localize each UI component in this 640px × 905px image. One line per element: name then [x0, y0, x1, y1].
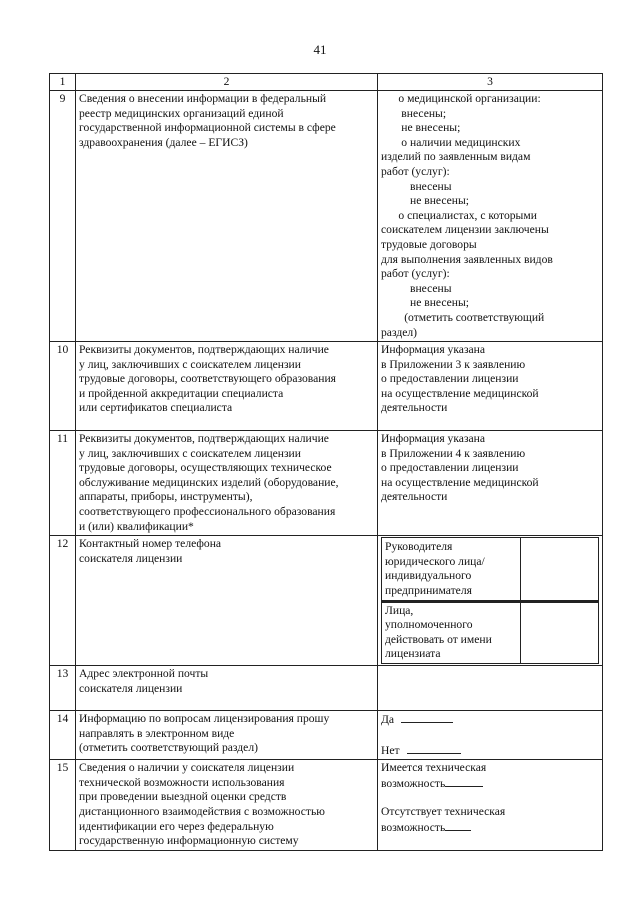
text-line: Информация указана: [381, 432, 486, 446]
tech-available-blank[interactable]: [445, 776, 483, 787]
row-number: 9: [50, 91, 76, 342]
text-line: соискателя лицензии: [79, 681, 183, 695]
text-line: и пройденной аккредитации специалиста: [79, 386, 284, 400]
option-line[interactable]: не внесены;: [381, 121, 461, 135]
text-line: государственной информационной системы в сфере: [79, 121, 336, 135]
text-line: Имеется техническая: [381, 761, 487, 775]
text-line: в Приложении 3 к заявлению: [381, 357, 526, 371]
text-line: (отметить соответствующий раздел): [79, 741, 258, 755]
phone-head-block: [381, 537, 599, 601]
text-line: дистанционного взаимодействия с возможностью: [79, 804, 325, 818]
no-blank[interactable]: [407, 743, 461, 754]
text-line: Реквизиты документов, подтверждающих наличие: [79, 432, 329, 446]
phone-authorized-block: [381, 602, 599, 664]
electronic-no-option[interactable]: [381, 743, 599, 759]
text-line: Сведения о внесении информации в федеральный: [79, 92, 327, 105]
table-row-14: [50, 711, 603, 760]
no-label: Нет: [381, 743, 400, 757]
row-description: [76, 760, 378, 851]
table-row-11: [50, 431, 603, 536]
option-line[interactable]: внесены: [381, 281, 452, 295]
text-line: и (или) квалификации*: [79, 519, 194, 533]
yes-blank[interactable]: [401, 712, 453, 723]
column-header-2: 2: [76, 74, 378, 91]
option-line[interactable]: не внесены;: [381, 194, 469, 208]
text-line: соответствующего профессионального образования: [79, 505, 336, 519]
text-line: на осуществление медицинской: [381, 475, 539, 489]
row-description: [76, 711, 378, 760]
text-line: соискателем лицензии заключены: [381, 223, 549, 237]
yes-label: Да: [381, 713, 395, 726]
text-line: Реквизиты документов, подтверждающих наличие: [79, 343, 329, 357]
phone-head-input[interactable]: [521, 538, 599, 600]
row-description: [76, 536, 378, 666]
phone-contacts-cell: [378, 536, 603, 666]
row-number: 13: [50, 666, 76, 711]
phone-authorized-input[interactable]: [521, 602, 599, 663]
text-line: в Приложении 4 к заявлению: [381, 446, 526, 460]
text-line: при проведении выездной оценки средств: [79, 790, 287, 804]
row-info: [378, 431, 603, 536]
row-number: 15: [50, 760, 76, 851]
email-input[interactable]: [378, 666, 603, 711]
text-line: Информация указана: [381, 343, 486, 357]
row-info: [378, 342, 603, 431]
tech-available-option[interactable]: [381, 761, 599, 791]
text-line: о предоставлении лицензии: [381, 372, 519, 386]
text-line: для выполнения заявленных видов: [381, 252, 553, 266]
table-row-10: [50, 342, 603, 431]
row-description: [76, 666, 378, 711]
text-line: индивидуального: [385, 569, 472, 583]
option-line[interactable]: внесены: [381, 179, 452, 193]
text-line: трудовые договоры, соответствующего образования: [79, 372, 337, 386]
table-row-12: [50, 536, 603, 666]
text-line: или сертификатов специалиста: [79, 401, 233, 415]
text-line: Сведения о наличии у соискателя лицензии: [79, 761, 295, 775]
text-line: возможность: [381, 820, 446, 834]
text-line: работ (услуг):: [381, 267, 450, 281]
text-line: действовать от имени: [385, 632, 492, 646]
text-line: предпринимателя: [385, 584, 472, 598]
row-description: [76, 342, 378, 431]
row-info: [378, 91, 603, 342]
text-line: соискателя лицензии: [79, 551, 183, 565]
text-line: Руководителя: [385, 540, 453, 554]
table-header-row: [50, 74, 603, 91]
column-header-3: 3: [378, 74, 603, 91]
text-line: технической возможности использования: [79, 775, 285, 789]
text-line: возможность: [381, 776, 446, 790]
row-number: 14: [50, 711, 76, 760]
text-line: трудовые договоры: [381, 237, 477, 251]
text-line: раздел): [381, 325, 418, 339]
text-line: аппараты, приборы, инструменты),: [79, 490, 253, 504]
text-line: деятельности: [381, 401, 448, 415]
row-number: 10: [50, 342, 76, 431]
text-line: государственную информационную систему: [79, 834, 299, 848]
row-number: 11: [50, 431, 76, 536]
text-line: юридического лица/: [385, 554, 485, 568]
text-line: уполномоченного: [385, 618, 473, 632]
row-info: [378, 760, 603, 851]
text-line: (отметить соответствующий: [381, 310, 545, 324]
text-line: трудовые договоры, осуществляющих техническое: [79, 461, 332, 475]
row-description: [76, 91, 378, 342]
row-number: 12: [50, 536, 76, 666]
row-description: [76, 431, 378, 536]
text-line: изделий по заявленным видам: [381, 150, 531, 164]
option-line[interactable]: не внесены;: [381, 296, 469, 310]
text-line: Отсутствует техническая: [381, 805, 506, 819]
text-line: на осуществление медицинской: [381, 386, 539, 400]
text-line: о специалистах, с которыми: [381, 208, 537, 222]
text-line: о предоставлении лицензии: [381, 461, 519, 475]
text-line: Контактный номер телефона: [79, 537, 222, 551]
text-line: лицензиата: [385, 647, 441, 661]
text-line: реестр медицинских организаций единой: [79, 106, 284, 120]
option-line[interactable]: внесены;: [381, 106, 447, 120]
text-line: работ (услуг):: [381, 164, 450, 178]
text-line: направлять в электронном виде: [79, 726, 235, 740]
text-line: у лиц, заключивших с соискателем лицензии: [79, 357, 301, 371]
table-row-9: [50, 91, 603, 342]
tech-unavailable-blank[interactable]: [445, 820, 471, 831]
text-line: Лица,: [385, 603, 414, 617]
text-line: деятельности: [381, 490, 448, 504]
text-line: Информацию по вопросам лицензирования прошу: [79, 712, 330, 725]
text-line: обслуживание медицинских изделий (оборудование,: [79, 475, 339, 489]
table-row-15: [50, 760, 603, 851]
text-line: идентификации его через федеральную: [79, 819, 274, 833]
text-line: здравоохранения (далее – ЕГИСЗ): [79, 135, 248, 149]
text-line: о наличии медицинских: [381, 135, 521, 149]
row-info: [378, 711, 603, 760]
text-line: о медицинской организации:: [381, 92, 541, 105]
application-table: [49, 73, 603, 851]
text-line: Адрес электронной почты: [79, 667, 209, 680]
text-line: у лиц, заключивших с соискателем лицензии: [79, 446, 301, 460]
table-row-13: [50, 666, 603, 711]
column-header-1: 1: [50, 74, 76, 91]
electronic-yes-option[interactable]: [381, 712, 599, 728]
tech-unavailable-option[interactable]: [381, 805, 599, 835]
page-number: 41: [313, 42, 327, 57]
